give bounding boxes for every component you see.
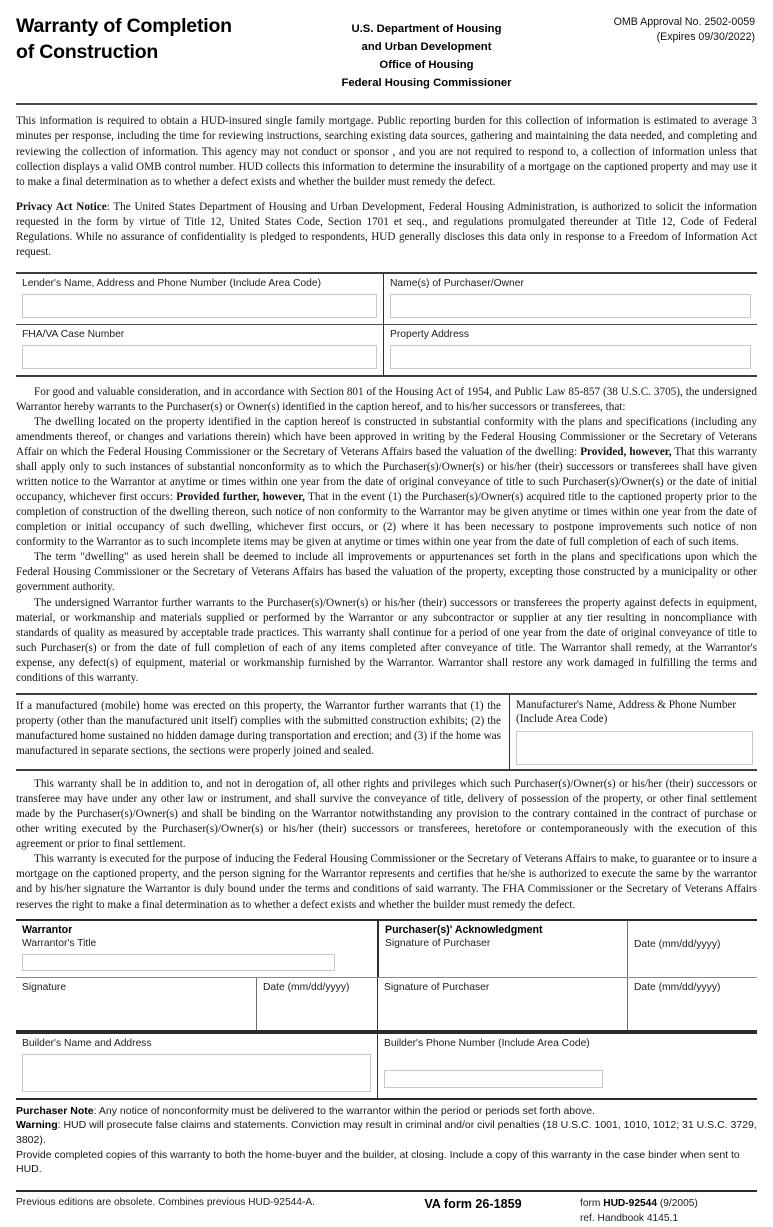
manufacturer-field-label: Manufacturer's Name, Address & Phone Number (Include Area Code) [516,698,737,726]
purchaser-owner-field-label: Name(s) of Purchaser/Owner [390,277,524,289]
page-title [16,14,316,65]
purchaser-date-cell-1 [627,921,757,977]
lender-field-label: Lender's Name, Address and Phone Number (Include Area Code) [22,277,322,289]
warranty-paragraph-7: This warranty is executed for the purpose of inducing the Federal Housing Commissioner or the Secretary of Veterans Affairs to make, to guarantee or to insure a mortgage on the captioned property, and the person signing for the Warrantor represents and certifies that he/she is authorized to execute the same by the warrantor and by his/her signature the Warrantor is duly bound under the terms and conditions of said warranty. The FHA Commissioner or the Secretary of Veterans Affairs reserves the right to make a final determination as to whether a defect exists and whether the builder must remedy the defect. [16,853,757,911]
form-footer [16,1190,757,1227]
caption-field-table [16,272,757,377]
warrantor-date-label: Date (mm/dd/yyyy) [263,981,350,993]
builder-row [16,1032,757,1099]
agency-line-urban-development: and Urban Development [361,40,492,53]
warranty-paragraph-2-part-c: That in the event (1) the Purchaser(s)/Owner(s) acquired title to the captioned property prior to the completion of construction of the dwelling thereon, such notice of non conformity to the Warrantor may be given anytime or times within one year from the date of completion or initial occupancy of such dwelling, whichever first occurs, or (2) where it has been necessary to postpone improvements such notice of non conformity to the Warrantor as to such incomplete items may be given at anytime or times within one year from the date of full completion of each of such items. [16,491,757,549]
purchaser-note [16,1104,757,1119]
privacy-act-notice-text [16,200,757,260]
builder-name-address-input[interactable] [22,1054,371,1092]
privacy-act-notice-body: : The United States Department of Housing and Urban Development, Federal Housing Administration, is authorized to solicit the information requested in the form by virtue of Title 12, United States Code, Section 1701 et seq., and regulations promulgated thereunder at Title 12, Code of Federal Regulations. While no assurance of confidentiality is pledged to respondents, HUD generally discloses this data only in response to a Freedom of Information Act request. [16,200,757,258]
omb-block [537,14,757,46]
purchaser-date-label-2: Date (mm/dd/yyyy) [634,981,721,993]
purchaser-date-label-1: Date (mm/dd/yyyy) [634,938,721,950]
warranty-paragraph-1: For good and valuable consideration, and in accordance with Section 801 of the Housing Act of 1954, and Public Law 85-857 (38 U.S.C. 3705), the undersigned Warrantor hereby warrants to the Purchaser(s) or Owner(s) identified in the caption hereof, and to his/her successors or transferees, that: [16,385,757,413]
warranty-paragraph-4: The undersigned Warrantor further warrants to the Purchaser(s)/Owner(s) or his/her (their) successors or transferees the property against defects in equipment, material, or workmanship and materials supplied or performed by the Warrantor or any subcontractor or supplier at any tier resulting in noncompliance with standards of quality as measured by acceptable trade practices. This warranty shall continue for a period of one year from the date of original conveyance of title to such Purchaser(s) or from the date of full completion of each of any items completed after conveyance of title. The Warrantor shall remedy, at the Warrantor's expense, any defect(s) of equipment, material or workmanship furnished by the Warrantor. Warrantor shall restore any work damaged in fulfilling the terms and conditions of this warranty. [16,596,757,684]
manufactured-home-row [16,693,757,771]
property-address-field-label: Property Address [390,328,469,340]
builder-phone-input[interactable] [384,1070,603,1088]
warranty-paragraph-2-part-a: The dwelling located on the property identified in the caption hereof is constructed in substantial conformity with the plans and specifications (including any amendments thereof, or changes and variations therein) which have been approved in writing by the Federal Housing Commissioner or the Secretary of Veterans Affair on which the Federal Housing Commissioner or the Secretary of Veterans Affairs based the valuation of the dwelling: [16,415,757,458]
warrantor-date-input[interactable] [263,994,371,1026]
purchaser-signature-label-2: Signature of Purchaser [384,981,490,993]
agency-line-commissioner: Federal Housing Commissioner [341,76,512,89]
case-number-input[interactable] [22,345,377,369]
notes-block [0,1100,773,1177]
builder-name-address-cell [16,1034,378,1097]
warning-note-body: : HUD will prosecute false claims and statements. Conviction may result in criminal and/or civil penalties (18 U.S.C. 1001, 1010, 1012; 31 U.S.C. 3729, 3802). [16,1119,757,1147]
footer-hud-form-block [574,1197,757,1227]
warrantor-title-input[interactable] [22,954,335,971]
footer-hud-form-number: HUD-92544 [603,1198,658,1210]
caption-row-1 [16,274,757,324]
purchaser-signature-input-1[interactable] [385,951,621,973]
lender-field-cell [16,274,384,324]
form-header [0,0,773,92]
footer-form-prefix: form [580,1198,604,1210]
manufacturer-field-cell [510,695,757,769]
privacy-act-notice-block [0,190,773,260]
agency-block [316,14,537,92]
omb-expiration: (Expires 09/30/2022) [656,31,755,44]
agency-line-department: U.S. Department of Housing [351,23,502,35]
signature-row-2 [16,977,757,1030]
purchaser-signature-cell-2 [378,978,627,1030]
footer-hud-form-line [580,1197,757,1212]
builder-name-address-label: Builder's Name and Address [22,1038,152,1050]
omb-approval-number: OMB Approval No. 2502-0059 [613,16,755,28]
warrantor-title-label: Warrantor's Title [22,938,97,950]
form-title-line-2: of Construction [16,40,159,63]
signature-table [16,919,757,1033]
manufactured-home-text-cell [16,695,510,769]
purchaser-date-cell-2 [627,978,757,1030]
warrantor-signature-input[interactable] [22,994,250,1026]
form-title-block [16,14,316,65]
case-number-field-label: FHA/VA Case Number [22,328,125,340]
privacy-act-notice-heading: Privacy Act Notice [16,200,107,213]
builder-phone-label: Builder's Phone Number (Include Area Code) [384,1038,590,1050]
manufacturer-input[interactable] [516,731,753,765]
manufactured-home-paragraph: If a manufactured (mobile) home was erected on this property, the Warrantor further warrants that (1) the property (other than the manufactured unit itself) complies with the submitted construction exhibits; (2) the manufactured home sustained no hidden damage during transportation and erection; and (3) if the home was manufactured in separate sections, the sections were properly joined and sealed. [16,699,501,758]
warrantor-signature-cell [16,978,256,1030]
signature-row-1 [16,921,757,977]
form-title-line-1: Warranty of Completion [16,15,232,37]
provided-further-emphasis: Provided further, however, [176,491,305,504]
case-number-field-cell [16,325,384,375]
warrantor-section-heading: Warrantor [22,923,73,936]
agency-line-office-of-housing: Office of Housing [379,58,474,71]
purchaser-signature-label-1: Signature of Purchaser [385,938,491,950]
purchaser-date-input-2[interactable] [634,994,751,1026]
warrantor-title-cell [16,921,378,977]
burden-statement-block [0,105,773,189]
warning-note-heading: Warning [16,1119,58,1132]
purchaser-acknowledgment-heading: Purchaser(s)' Acknowledgment [385,923,543,936]
closing-paragraphs-block [0,771,773,913]
caption-row-2 [16,324,757,375]
footer-handbook-reference: ref. Handbook 4145.1 [580,1212,678,1224]
purchaser-note-body: : Any notice of nonconformity must be delivered to the warrantor within the period or periods set forth above. [93,1104,595,1117]
purchaser-signature-input-2[interactable] [384,994,621,1026]
builder-phone-cell [378,1034,757,1097]
copies-note: Provide completed copies of this warranty to both the home-buyer and the builder, at closing. Include a copy of this warranty in the case binder when sent to HUD. [16,1148,740,1176]
warranty-body-block [0,377,773,686]
warrantor-signature-label: Signature [22,981,67,993]
purchaser-date-input-1[interactable] [634,951,751,973]
warranty-paragraph-6: This warranty shall be in addition to, and not in derogation of, all other rights and privileges which such Purchaser(s)/Owner(s) or his/her (their) successors or transferee may have under any other law or instrument, and shall survive the conveyance of title, delivery of possession of the property, or other final settlement made by the Purchaser(s)/Owner(s) and shall be binding on the Warrantor notwithstanding any provision to the contrary contained in the contract of purchase or other writing executed by the Purchaser(s)/Owner(s) or his/her (their) successors or transferees, heretofore or contemporaneously with the execution of this agreement or prior to final settlement. [16,778,757,851]
burden-statement-text: This information is required to obtain a HUD-insured single family mortgage. Public reporting burden for this collection of information is estimated to average 3 minutes per response, including the time for reviewing instructions, searching existing data sources, gathering and maintaining the data needed, and completing and reviewing the collection of information. This agency may not conduct or sponsor , and you are not required to respond to, a collection of information unless that collection displays a valid OMB control number. HUD collects this information to determine the insurability of a mortgage on the captioned property and may use it to make a final determination as to whether a defect exists and whether the builder must remedy the defect. [16,115,757,188]
warranty-paragraph-2-part-b: That this warranty shall apply only to such instances of substantial nonconformity as to which the Purchaser(s)/Owner(s) or his/her (their) successors or transferees shall have given written notice to the Warrantor at anytime or times within one year from the date of original conveyance of title to such Purchaser(s)/Owner(s) or the date of initial occupancy, whichever first occurs: [16,445,757,504]
provided-however-emphasis: Provided, however, [580,445,672,458]
warranty-paragraph-3: The term "dwelling" as used herein shall be deemed to include all improvements or appurtenances set forth in the plans and specifications upon which the Federal Housing Commissioner or the Secretary of Veterans Affairs has based the valuation of the property, excepting those constructed by a municipality or other government authority. [16,551,757,594]
purchaser-note-heading: Purchaser Note [16,1104,94,1117]
footer-hud-form-date: (9/2005) [657,1198,698,1210]
warrantor-date-cell [256,978,378,1030]
property-address-input[interactable] [390,345,751,369]
footer-previous-editions: Previous editions are obsolete. Combines previous HUD-92544-A. [16,1197,315,1209]
property-address-field-cell [384,325,757,375]
purchaser-owner-input[interactable] [390,294,751,318]
purchaser-signature-cell-1 [378,921,627,977]
warning-note [16,1118,757,1147]
purchaser-owner-field-cell [384,274,757,324]
footer-va-form-number: VA form 26-1859 [424,1197,522,1212]
lender-input[interactable] [22,294,377,318]
warranty-paragraph-2 [16,415,757,551]
